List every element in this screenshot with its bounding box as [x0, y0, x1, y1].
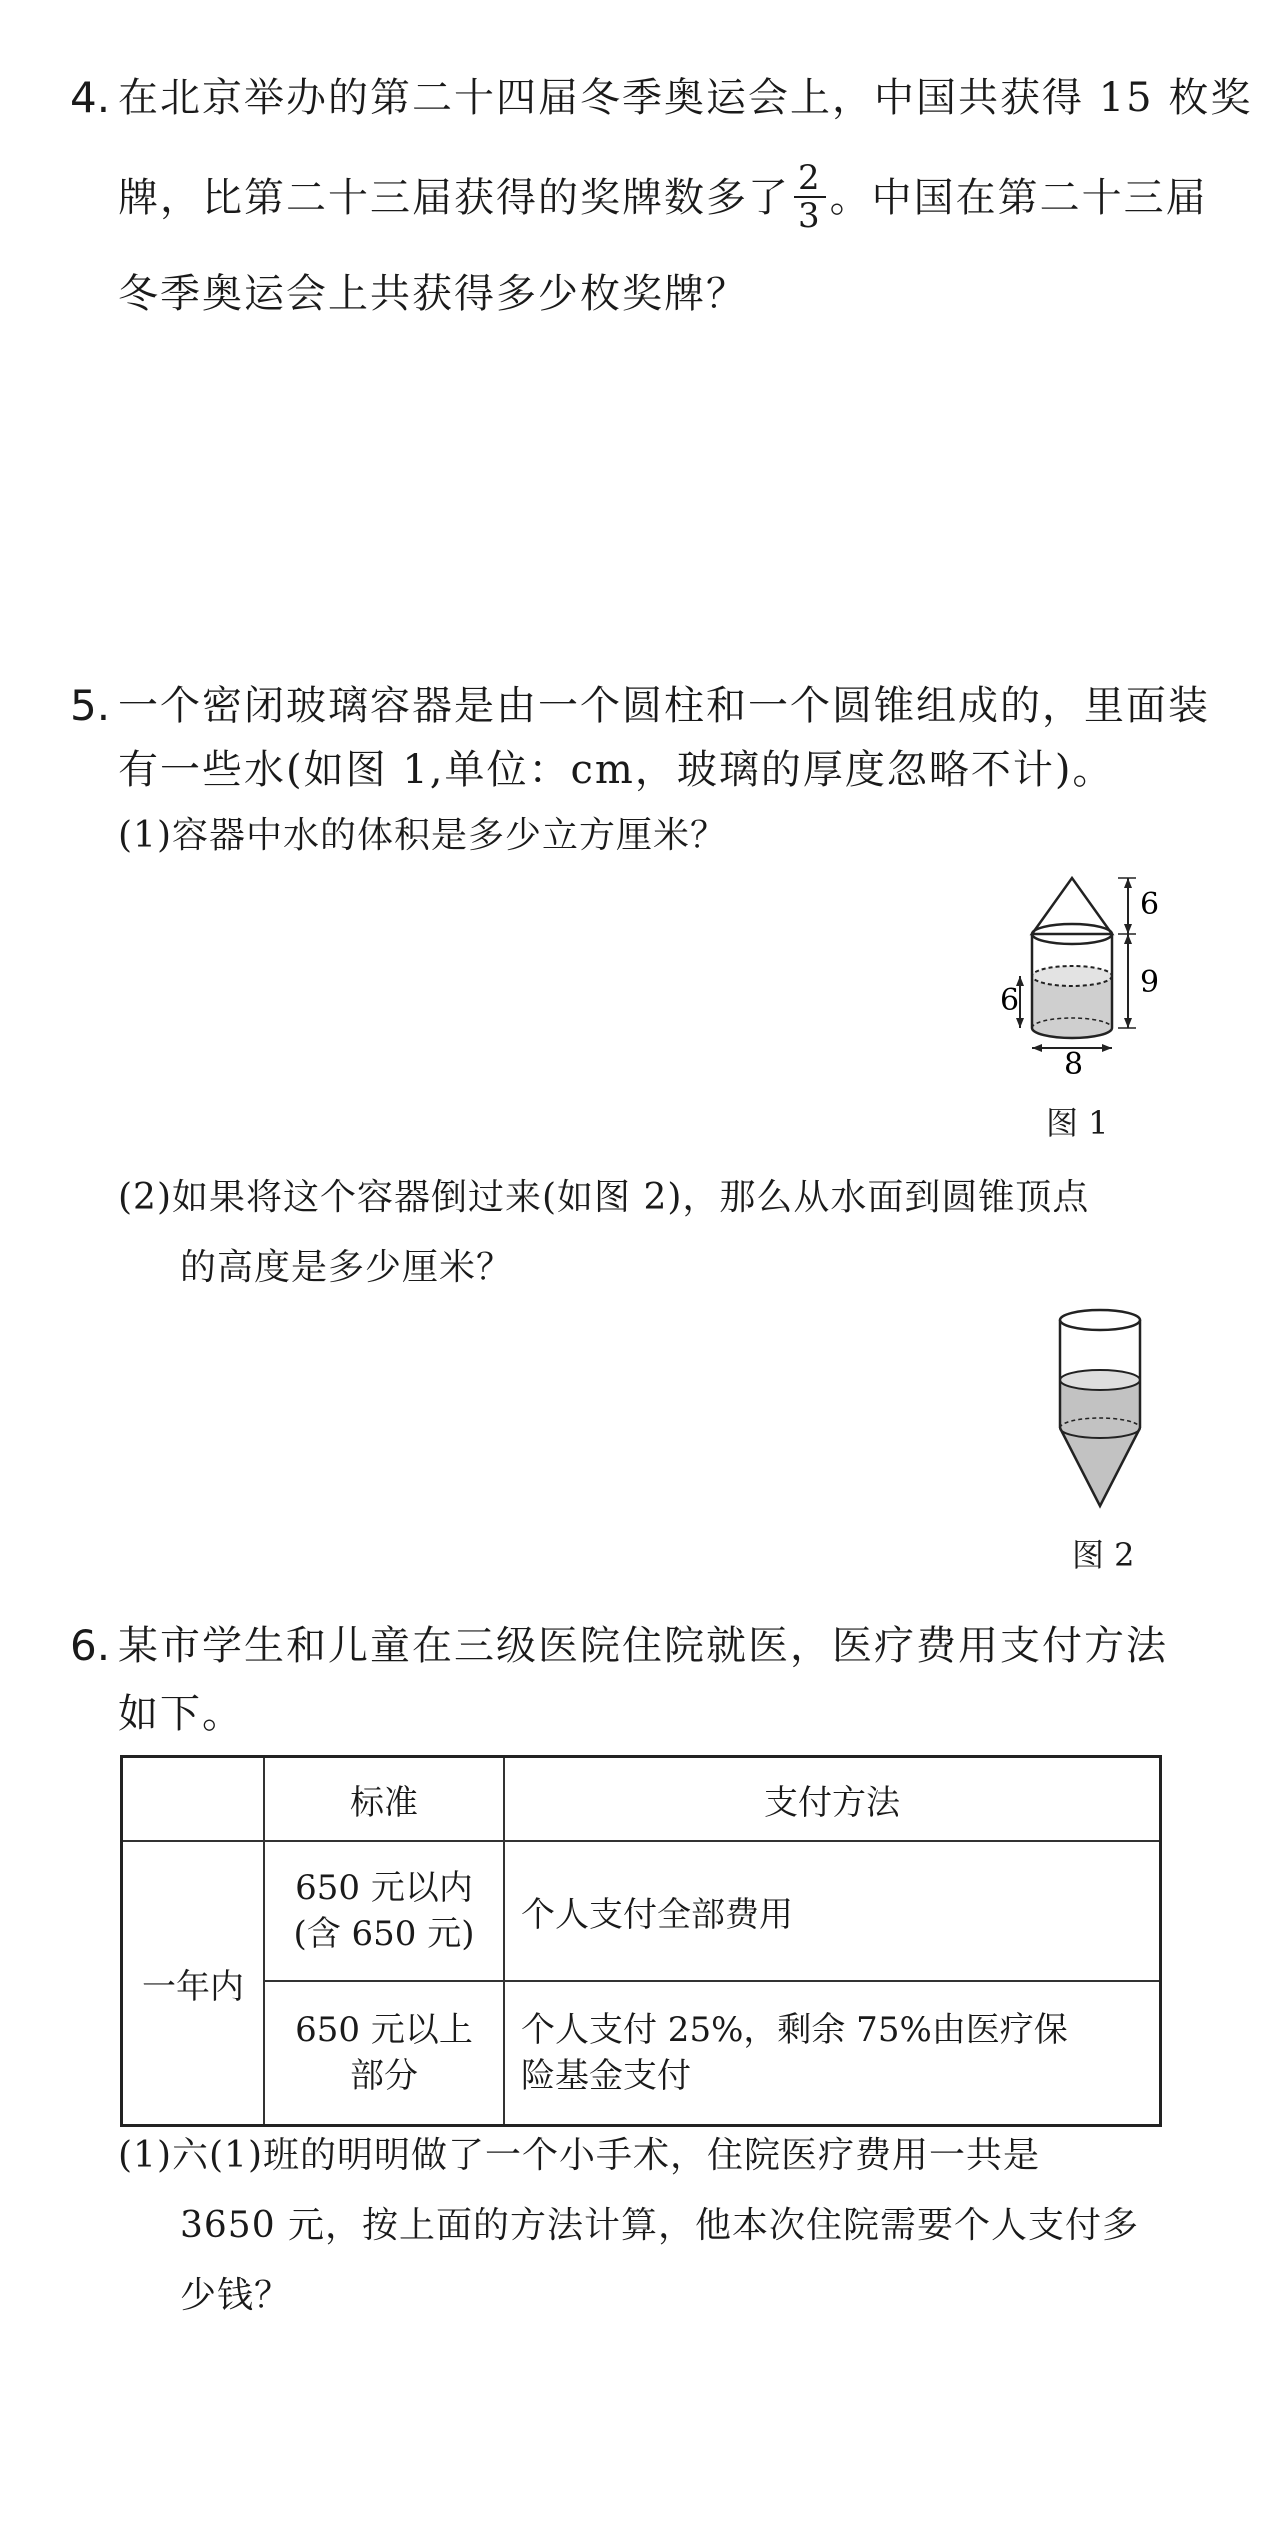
sub-question-2: (2)如果将这个容器倒过来(如图 2)，那么从水面到圆锥顶点 — [118, 1177, 1090, 1218]
table-cell-method: 个人支付全部费用 — [504, 1841, 1161, 1981]
table-cell-method — [504, 1981, 1161, 2126]
text-fragment: 牌，比第二十三届获得的奖牌数多了 — [118, 175, 790, 221]
arrow-head — [1124, 878, 1132, 888]
sub-question-1-cont: 少钱？ — [180, 2275, 292, 2316]
figure-1-cylinder-cone — [1000, 868, 1190, 1088]
arrow-head — [1032, 1044, 1042, 1052]
table-cell-standard — [264, 1841, 504, 1981]
arrow-head — [1124, 1018, 1132, 1028]
arrow-head — [1124, 934, 1132, 944]
sub-question-1: (1)六(1)班的明明做了一个小手术，住院医疗费用一共是 — [118, 2135, 1040, 2176]
water-surface-ellipse — [1032, 966, 1112, 986]
cell-line: 650 元以上 — [295, 2010, 473, 2050]
question-text-line: 有一些水(如图 1,单位：cm，玻璃的厚度忽略不计)。 — [118, 747, 1115, 793]
water-fill — [1060, 1380, 1140, 1506]
cell-line: 险基金支付 — [521, 2056, 691, 2096]
cell-line: (含 650 元) — [293, 1914, 475, 1954]
sub-question-2-cont: 的高度是多少厘米？ — [180, 1247, 514, 1288]
question-number: 4. — [70, 73, 111, 122]
table-cell-standard — [264, 1981, 504, 2126]
fraction-denominator: 3 — [798, 196, 822, 236]
payment-table — [120, 1755, 1162, 2127]
question-text-line: 冬季奥运会上共获得多少枚奖牌？ — [118, 271, 748, 317]
cylinder-top-ellipse — [1060, 1310, 1140, 1330]
arrow-head — [1124, 924, 1132, 934]
table-header-cell: 支付方法 — [504, 1757, 1161, 1842]
label-diameter: 8 — [1064, 1047, 1084, 1082]
question-number: 6. — [70, 1621, 111, 1670]
label-cylinder-height: 9 — [1140, 965, 1160, 1000]
figure-1-caption: 图 1 — [1046, 1104, 1109, 1142]
table-header-cell: 标准 — [264, 1757, 504, 1842]
question-number: 5. — [70, 681, 111, 730]
arrow-head — [1016, 1018, 1024, 1028]
table-row — [122, 1981, 1161, 2126]
water-surface-ellipse — [1060, 1370, 1140, 1390]
figure-2-inverted-container — [1040, 1300, 1170, 1520]
question-text-line: 在北京举办的第二十四届冬季奥运会上，中国共获得 15 枚奖 — [118, 75, 1253, 121]
table-cell-period: 一年内 — [122, 1841, 265, 2126]
cell-line: 个人支付 25%，剩余 75%由医疗保 — [521, 2010, 1068, 2050]
table-header-row — [122, 1757, 1161, 1842]
label-cone-height: 6 — [1140, 887, 1160, 922]
fraction-numerator: 2 — [794, 160, 826, 198]
question-text-line: 一个密闭玻璃容器是由一个圆柱和一个圆锥组成的，里面装 — [118, 683, 1210, 729]
sub-question-1: (1)容器中水的体积是多少立方厘米？ — [118, 815, 727, 856]
label-water-height: 6 — [1000, 983, 1020, 1018]
question-text-line: 某市学生和儿童在三级医院住院就医，医疗费用支付方法 — [118, 1623, 1168, 1669]
fraction — [794, 160, 826, 234]
text-fragment: 。中国在第二十三届 — [829, 175, 1208, 221]
question-text-line: 如下。 — [118, 1691, 244, 1737]
figure-2-caption: 图 2 — [1072, 1536, 1135, 1574]
table-header-empty — [122, 1757, 265, 1842]
table-row — [122, 1841, 1161, 1981]
cell-line: 650 元以内 — [295, 1868, 473, 1908]
arrow-head — [1102, 1044, 1112, 1052]
cell-line: 部分 — [350, 2056, 418, 2096]
question-text-line — [118, 158, 1208, 238]
sub-question-1-cont: 3650 元，按上面的方法计算，他本次住院需要个人支付多 — [180, 2205, 1140, 2246]
